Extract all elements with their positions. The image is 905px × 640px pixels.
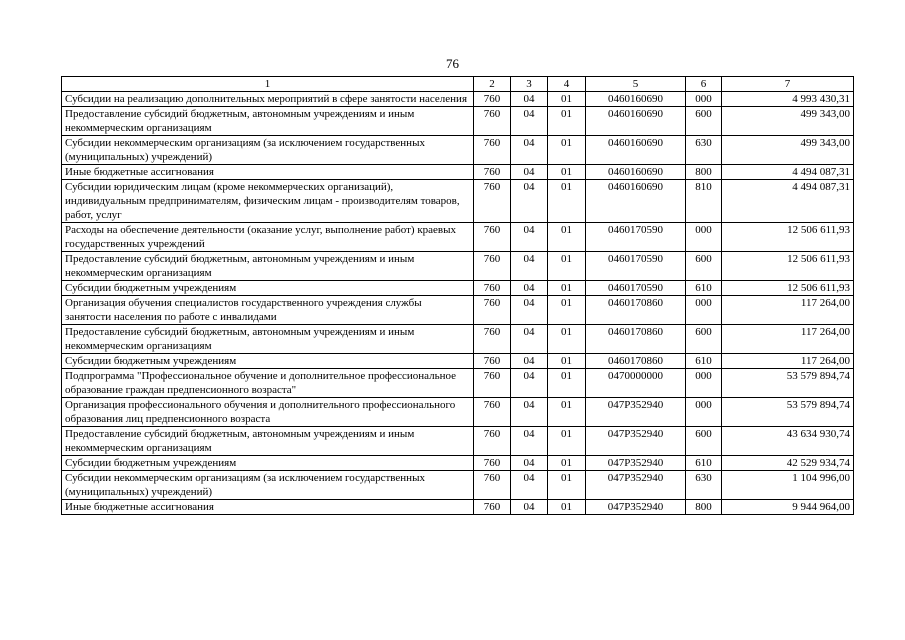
budget-table xyxy=(61,76,854,515)
row-sum-cell: 4 494 087,31 xyxy=(722,180,854,223)
row-name-cell: Расходы на обеспечение деятельности (оказание услуг, выполнение работ) краевых государственных учреждений xyxy=(62,223,474,252)
row-name-cell: Субсидии на реализацию дополнительных мероприятий в сфере занятости населения xyxy=(62,92,474,107)
table-row xyxy=(62,398,854,427)
row-name-cell: Иные бюджетные ассигнования xyxy=(62,165,474,180)
row-name-cell: Субсидии юридическим лицам (кроме некоммерческих организаций), индивидуальным предпринимателям, физическим лицам - производителям товаров, работ, услуг xyxy=(62,180,474,223)
row-code-cell: 760 xyxy=(474,354,511,369)
column-header: 1 xyxy=(62,77,474,92)
row-code-cell: 800 xyxy=(686,165,722,180)
row-code-cell: 800 xyxy=(686,500,722,515)
row-code-cell: 04 xyxy=(511,325,548,354)
row-code-cell: 630 xyxy=(686,136,722,165)
row-code-cell: 047P352940 xyxy=(586,427,686,456)
row-code-cell: 0460170590 xyxy=(586,281,686,296)
row-name-cell: Субсидии бюджетным учреждениям xyxy=(62,456,474,471)
row-code-cell: 000 xyxy=(686,369,722,398)
row-code-cell: 04 xyxy=(511,223,548,252)
table-row xyxy=(62,92,854,107)
row-code-cell: 04 xyxy=(511,165,548,180)
row-name-cell: Иные бюджетные ассигнования xyxy=(62,500,474,515)
row-code-cell: 04 xyxy=(511,281,548,296)
row-code-cell: 600 xyxy=(686,107,722,136)
row-code-cell: 760 xyxy=(474,92,511,107)
row-code-cell: 760 xyxy=(474,252,511,281)
table-row xyxy=(62,281,854,296)
table-row xyxy=(62,180,854,223)
table-row xyxy=(62,500,854,515)
row-code-cell: 760 xyxy=(474,107,511,136)
row-code-cell: 04 xyxy=(511,471,548,500)
row-code-cell: 04 xyxy=(511,500,548,515)
row-name-cell: Предоставление субсидий бюджетным, автономным учреждениям и иным некоммерческим организациям xyxy=(62,252,474,281)
row-code-cell: 04 xyxy=(511,180,548,223)
row-code-cell: 760 xyxy=(474,165,511,180)
row-name-cell: Организация профессионального обучения и дополнительного профессионального образования лиц предпенсионного возраста xyxy=(62,398,474,427)
row-code-cell: 0460170860 xyxy=(586,296,686,325)
row-code-cell: 01 xyxy=(548,281,586,296)
row-code-cell: 01 xyxy=(548,398,586,427)
row-name-cell: Субсидии некоммерческим организациям (за исключением государственных (муниципальных) учреждений) xyxy=(62,136,474,165)
row-code-cell: 610 xyxy=(686,281,722,296)
row-sum-cell: 117 264,00 xyxy=(722,296,854,325)
column-header: 4 xyxy=(548,77,586,92)
row-code-cell: 0460160690 xyxy=(586,165,686,180)
row-code-cell: 01 xyxy=(548,296,586,325)
row-code-cell: 0460160690 xyxy=(586,180,686,223)
row-code-cell: 600 xyxy=(686,252,722,281)
row-code-cell: 01 xyxy=(548,223,586,252)
row-code-cell: 01 xyxy=(548,369,586,398)
row-code-cell: 000 xyxy=(686,398,722,427)
row-code-cell: 01 xyxy=(548,500,586,515)
row-name-cell: Субсидии бюджетным учреждениям xyxy=(62,354,474,369)
table-row xyxy=(62,369,854,398)
row-sum-cell: 117 264,00 xyxy=(722,325,854,354)
row-code-cell: 01 xyxy=(548,107,586,136)
row-code-cell: 760 xyxy=(474,180,511,223)
row-code-cell: 760 xyxy=(474,325,511,354)
table-row xyxy=(62,136,854,165)
row-code-cell: 0460160690 xyxy=(586,107,686,136)
row-code-cell: 047P352940 xyxy=(586,398,686,427)
table-row xyxy=(62,456,854,471)
page-number: 76 xyxy=(446,56,459,71)
table-row xyxy=(62,296,854,325)
column-header: 7 xyxy=(722,77,854,92)
row-code-cell: 760 xyxy=(474,500,511,515)
row-sum-cell: 53 579 894,74 xyxy=(722,398,854,427)
row-sum-cell: 43 634 930,74 xyxy=(722,427,854,456)
row-code-cell: 760 xyxy=(474,427,511,456)
row-name-cell: Субсидии бюджетным учреждениям xyxy=(62,281,474,296)
row-code-cell: 04 xyxy=(511,456,548,471)
row-code-cell: 01 xyxy=(548,325,586,354)
column-header: 3 xyxy=(511,77,548,92)
row-code-cell: 000 xyxy=(686,296,722,325)
table-row xyxy=(62,471,854,500)
row-code-cell: 760 xyxy=(474,296,511,325)
row-code-cell: 04 xyxy=(511,296,548,325)
row-code-cell: 0460170590 xyxy=(586,223,686,252)
row-name-cell: Организация обучения специалистов государственного учреждения службы занятости населения по работе с инвалидами xyxy=(62,296,474,325)
row-name-cell: Предоставление субсидий бюджетным, автономным учреждениям и иным некоммерческим организациям xyxy=(62,325,474,354)
row-code-cell: 600 xyxy=(686,325,722,354)
row-code-cell: 760 xyxy=(474,136,511,165)
row-code-cell: 760 xyxy=(474,456,511,471)
row-code-cell: 000 xyxy=(686,92,722,107)
row-sum-cell: 499 343,00 xyxy=(722,136,854,165)
row-code-cell: 047P352940 xyxy=(586,500,686,515)
row-sum-cell: 499 343,00 xyxy=(722,107,854,136)
row-code-cell: 0460170860 xyxy=(586,354,686,369)
row-sum-cell: 12 506 611,93 xyxy=(722,252,854,281)
row-code-cell: 01 xyxy=(548,471,586,500)
row-code-cell: 760 xyxy=(474,281,511,296)
row-code-cell: 04 xyxy=(511,252,548,281)
table-row xyxy=(62,165,854,180)
row-code-cell: 047P352940 xyxy=(586,456,686,471)
row-sum-cell: 4 494 087,31 xyxy=(722,165,854,180)
row-code-cell: 04 xyxy=(511,427,548,456)
row-code-cell: 04 xyxy=(511,354,548,369)
row-name-cell: Предоставление субсидий бюджетным, автономным учреждениям и иным некоммерческим организациям xyxy=(62,107,474,136)
row-code-cell: 600 xyxy=(686,427,722,456)
row-code-cell: 760 xyxy=(474,471,511,500)
row-code-cell: 0460160690 xyxy=(586,92,686,107)
table-row xyxy=(62,107,854,136)
row-code-cell: 01 xyxy=(548,136,586,165)
row-sum-cell: 12 506 611,93 xyxy=(722,223,854,252)
column-header: 2 xyxy=(474,77,511,92)
row-code-cell: 760 xyxy=(474,223,511,252)
row-code-cell: 047P352940 xyxy=(586,471,686,500)
row-code-cell: 610 xyxy=(686,354,722,369)
row-code-cell: 810 xyxy=(686,180,722,223)
row-code-cell: 630 xyxy=(686,471,722,500)
row-code-cell: 01 xyxy=(548,427,586,456)
table-row xyxy=(62,427,854,456)
column-header: 6 xyxy=(686,77,722,92)
table-row xyxy=(62,354,854,369)
row-name-cell: Подпрограмма "Профессиональное обучение и дополнительное профессиональное образование граждан предпенсионного возраста" xyxy=(62,369,474,398)
row-sum-cell: 4 993 430,31 xyxy=(722,92,854,107)
row-code-cell: 0470000000 xyxy=(586,369,686,398)
row-sum-cell: 53 579 894,74 xyxy=(722,369,854,398)
table-row xyxy=(62,325,854,354)
table-row xyxy=(62,223,854,252)
row-code-cell: 04 xyxy=(511,369,548,398)
row-name-cell: Предоставление субсидий бюджетным, автономным учреждениям и иным некоммерческим организациям xyxy=(62,427,474,456)
column-header: 5 xyxy=(586,77,686,92)
row-code-cell: 04 xyxy=(511,107,548,136)
row-code-cell: 0460160690 xyxy=(586,136,686,165)
row-code-cell: 04 xyxy=(511,92,548,107)
row-code-cell: 01 xyxy=(548,92,586,107)
row-code-cell: 610 xyxy=(686,456,722,471)
row-code-cell: 760 xyxy=(474,369,511,398)
row-code-cell: 04 xyxy=(511,136,548,165)
table-body xyxy=(62,92,854,515)
row-sum-cell: 9 944 964,00 xyxy=(722,500,854,515)
row-code-cell: 04 xyxy=(511,398,548,427)
row-code-cell: 01 xyxy=(548,354,586,369)
row-code-cell: 760 xyxy=(474,398,511,427)
row-code-cell: 01 xyxy=(548,456,586,471)
row-sum-cell: 12 506 611,93 xyxy=(722,281,854,296)
row-code-cell: 000 xyxy=(686,223,722,252)
row-sum-cell: 42 529 934,74 xyxy=(722,456,854,471)
row-sum-cell: 117 264,00 xyxy=(722,354,854,369)
table-header-row xyxy=(62,77,854,92)
table-row xyxy=(62,252,854,281)
row-code-cell: 01 xyxy=(548,252,586,281)
row-sum-cell: 1 104 996,00 xyxy=(722,471,854,500)
row-name-cell: Субсидии некоммерческим организациям (за исключением государственных (муниципальных) учреждений) xyxy=(62,471,474,500)
row-code-cell: 01 xyxy=(548,165,586,180)
row-code-cell: 0460170860 xyxy=(586,325,686,354)
row-code-cell: 0460170590 xyxy=(586,252,686,281)
row-code-cell: 01 xyxy=(548,180,586,223)
